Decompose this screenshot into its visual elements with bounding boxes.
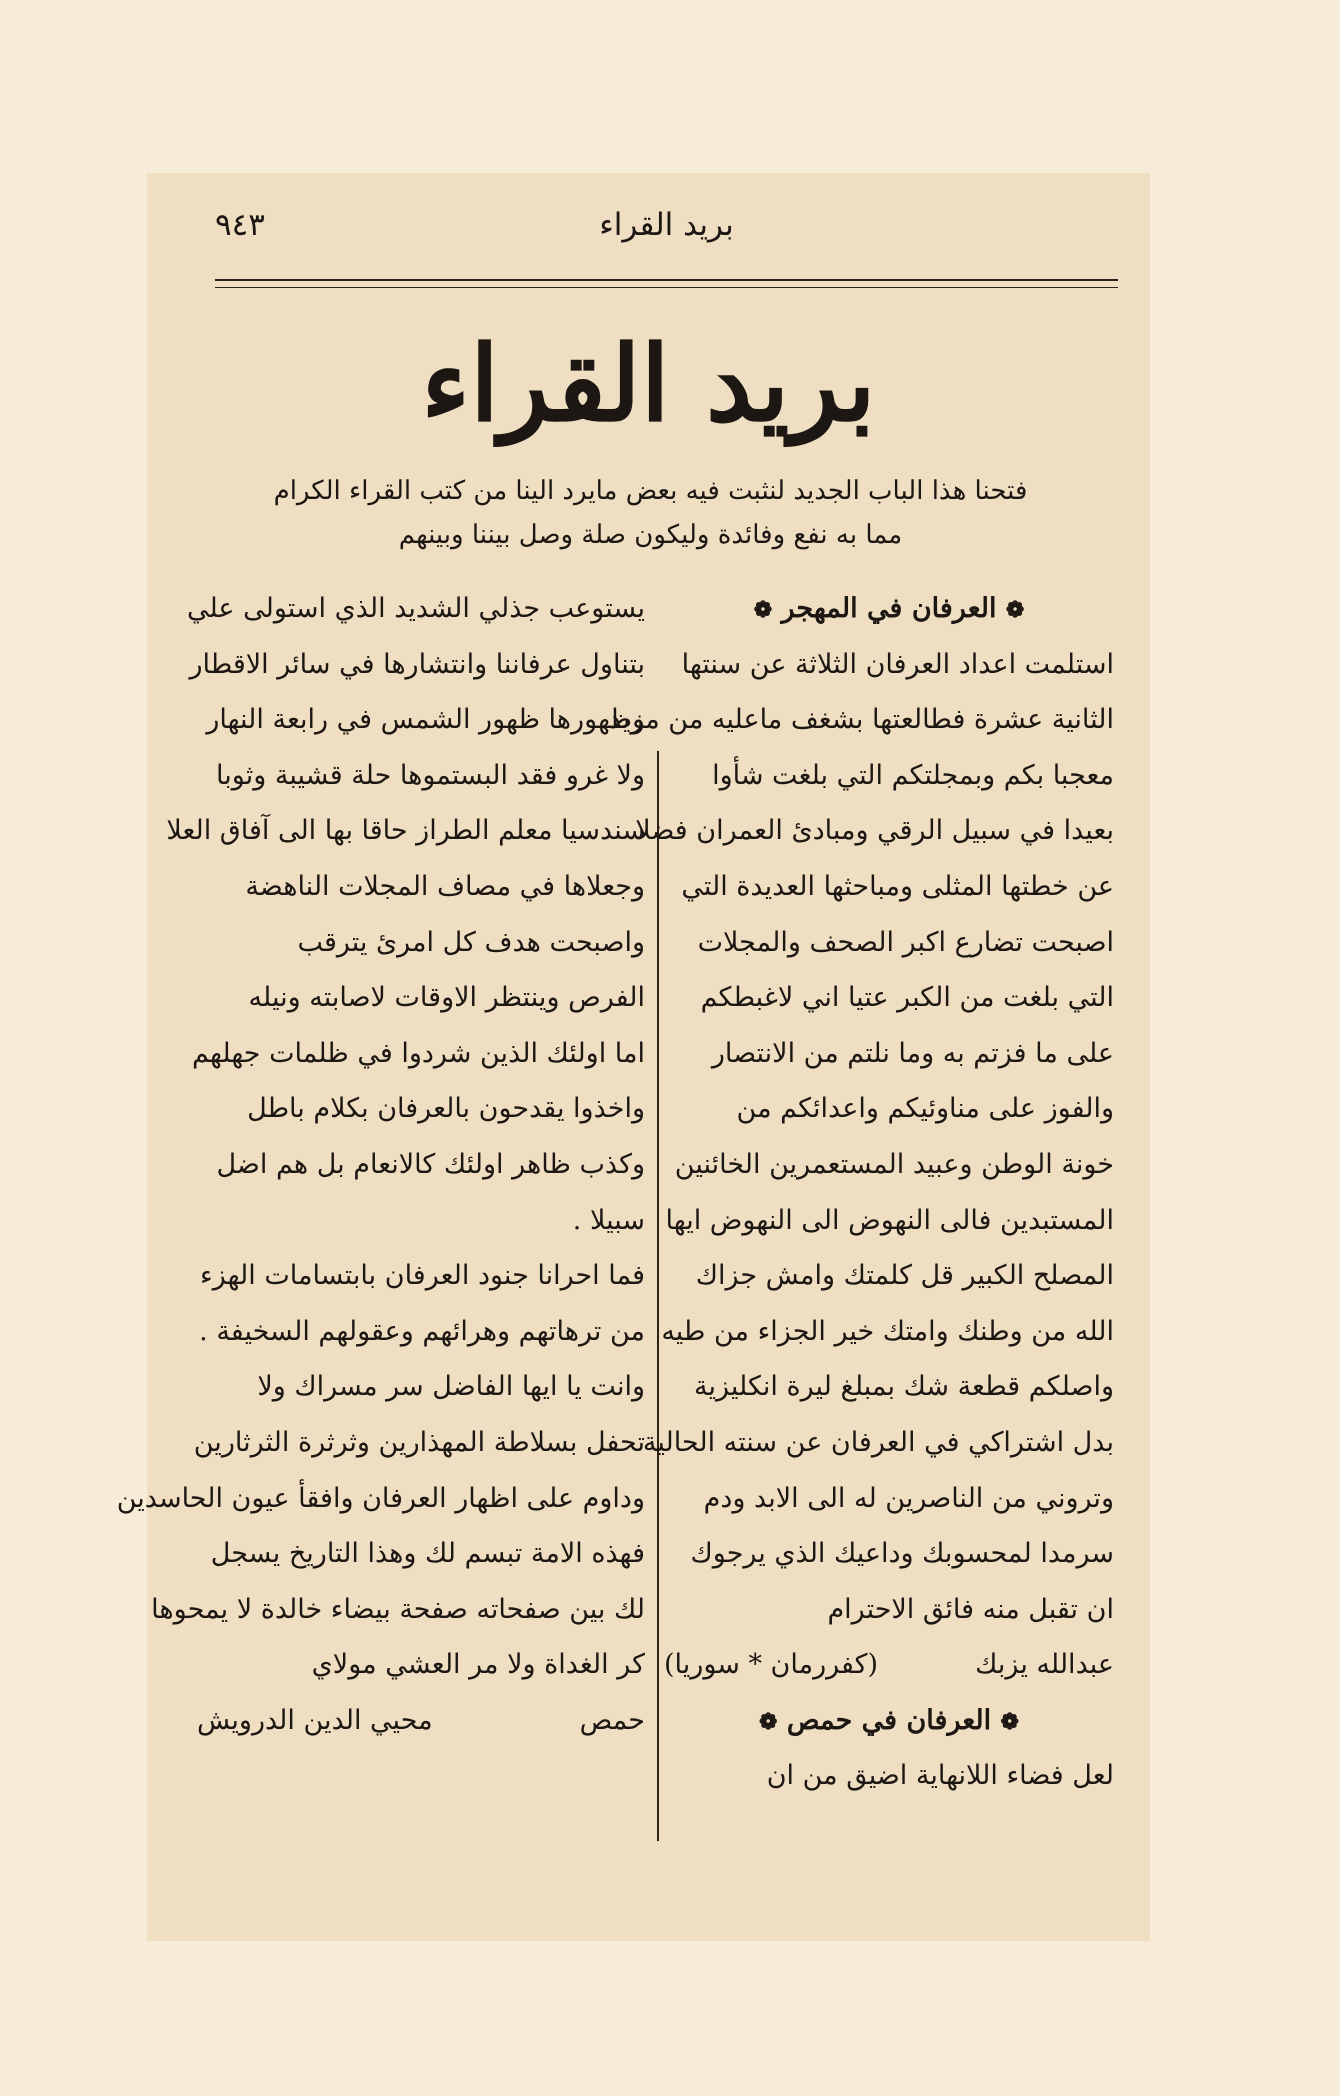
text-line: ان تقبل منه فائق الاحترام — [827, 1593, 1114, 1625]
text-line: والفوز على مناوئيكم واعدائكم من — [736, 1093, 1114, 1125]
text-line: التي بلغت من الكبر عتيا اني لاغبطكم — [700, 982, 1114, 1014]
text-line: المستبدين فالى النهوض الى النهوض ايها — [665, 1204, 1114, 1236]
page-number: ٩٤٣ — [215, 207, 265, 243]
text-line: واخذوا يقدحون بالعرفان بكلام باطل — [247, 1093, 645, 1125]
text-line: يستوعب جذلي الشديد الذي استولى علي — [186, 593, 645, 624]
running-title: بريد القراء — [599, 207, 734, 243]
text-line: الله من وطنك وامتك خير الجزاء من طيه — [661, 1315, 1114, 1347]
right-column — [608, 581, 1114, 1804]
ornament-icon: ❁ — [1005, 597, 1025, 623]
text-line: سندسيا معلم الطراز حاقا بها الى آفاق العلا — [166, 815, 645, 847]
text-line: وجعلاها في مصاف المجلات الناهضة — [245, 870, 645, 902]
text-line: وتروني من الناصرين له الى الابد ودم — [703, 1482, 1114, 1514]
subheading-text: العرفان في المهجر — [781, 593, 997, 624]
text-line: وانت يا ايها الفاضل سر مسراك ولا — [257, 1371, 645, 1403]
text-line: سرمدا لمحسوبك وداعيك الذي يرجوك — [690, 1538, 1114, 1570]
text-line: خونة الوطن وعبيد المستعمرين الخائنين — [674, 1148, 1114, 1180]
text-line: لك بين صفحاته صفحة بيضاء خالدة لا يمحوها — [151, 1593, 645, 1625]
signature-row — [664, 1637, 1114, 1693]
text-line: عن خطتها المثلى ومباحثها العديدة التي — [681, 870, 1114, 902]
text-line: كر الغداة ولا مر العشي مولاي — [311, 1649, 645, 1681]
text-line: الفرص وينتظر الاوقات لاصابته ونيله — [248, 982, 645, 1014]
text-line: واصلكم قطعة شك بمبلغ ليرة انكليزية — [693, 1371, 1114, 1403]
text-line: سبيلا . — [572, 1204, 645, 1236]
text-line: وداوم على اظهار العرفان وافقأ عيون الحاسدين — [116, 1482, 645, 1514]
left-column — [116, 581, 645, 1748]
ornament-icon: ❁ — [1000, 1708, 1019, 1735]
text-line: لعل فضاء اللانهاية اضيق من ان — [766, 1760, 1114, 1792]
text-line: اما اولئك الذين شردوا في ظلمات جهلهم — [192, 1037, 645, 1069]
intro-line: فتحنا هذا الباب الجديد لنثبت فيه بعض مايرد الينا من كتب القراء الكرام — [273, 476, 1028, 506]
text-line: اصبحت تضارع اكبر الصحف والمجلات — [697, 926, 1114, 958]
text-line: بدل اشتراكي في العرفان عن سنته الحالية — [642, 1426, 1114, 1458]
intro-paragraph — [247, 469, 1054, 557]
two-column-body — [116, 581, 1114, 1841]
signature-name: عبدالله يزبك — [975, 1649, 1114, 1681]
column-divider — [657, 751, 659, 1841]
text-line: تحفل بسلاطة المهذارين وثرثرة الثرثارين — [193, 1426, 645, 1458]
signature-row — [197, 1693, 645, 1749]
signature-name: محيي الدين الدرويش — [197, 1704, 433, 1736]
text-line: فهذه الامة تبسم لك وهذا التاريخ يسجل — [210, 1538, 645, 1570]
journal-page — [116, 173, 1150, 1941]
text-line: معجبا بكم وبمجلتكم التي بلغت شأوا — [712, 759, 1114, 791]
subheading — [664, 581, 1114, 637]
ornament-icon: ❁ — [753, 597, 773, 623]
text-line: على ما فزتم به وما نلتم من الانتصار — [711, 1037, 1114, 1069]
text-line: الثانية عشرة فطالعتها بشغف ماعليه من مزيد — [608, 704, 1114, 736]
text-line: بعيدا في سبيل الرقي ومبادئ العمران فضلا — [635, 815, 1114, 847]
subheading — [664, 1693, 1114, 1749]
text-line: من ترهاتهم وهرائهم وعقولهم السخيفة . — [199, 1315, 645, 1347]
signature-place: (كفررمان * سوريا) — [664, 1649, 879, 1681]
subheading-text: العرفان في حمص — [786, 1704, 992, 1736]
text-line: استلمت اعداد العرفان الثلاثة عن سنتها — [681, 648, 1114, 680]
text-line: وكذب ظاهر اولئك كالانعام بل هم اضل — [216, 1148, 645, 1180]
header-rule — [215, 279, 1118, 288]
masthead — [147, 299, 1150, 469]
signature-place: حمص — [579, 1704, 645, 1736]
intro-line: مما به نفع وفائدة وليكون صلة وصل بيننا وبينهم — [398, 520, 903, 550]
text-line: ولا غرو فقد البستموها حلة قشيبة وثوبا — [216, 759, 645, 791]
text-line: فما احرانا جنود العرفان بابتسامات الهزء — [200, 1260, 645, 1292]
text-line: وظهورها ظهور الشمس في رابعة النهار — [206, 704, 645, 736]
ornament-icon: ❁ — [759, 1708, 778, 1735]
section-title: بريد القراء — [421, 322, 876, 445]
text-line: بتناول عرفاننا وانتشارها في سائر الاقطار — [189, 648, 645, 680]
text-line: واصبحت هدف كل امرئ يترقب — [297, 926, 645, 958]
running-head — [215, 207, 1118, 257]
text-line: المصلح الكبير قل كلمتك وامش جزاك — [695, 1260, 1114, 1292]
